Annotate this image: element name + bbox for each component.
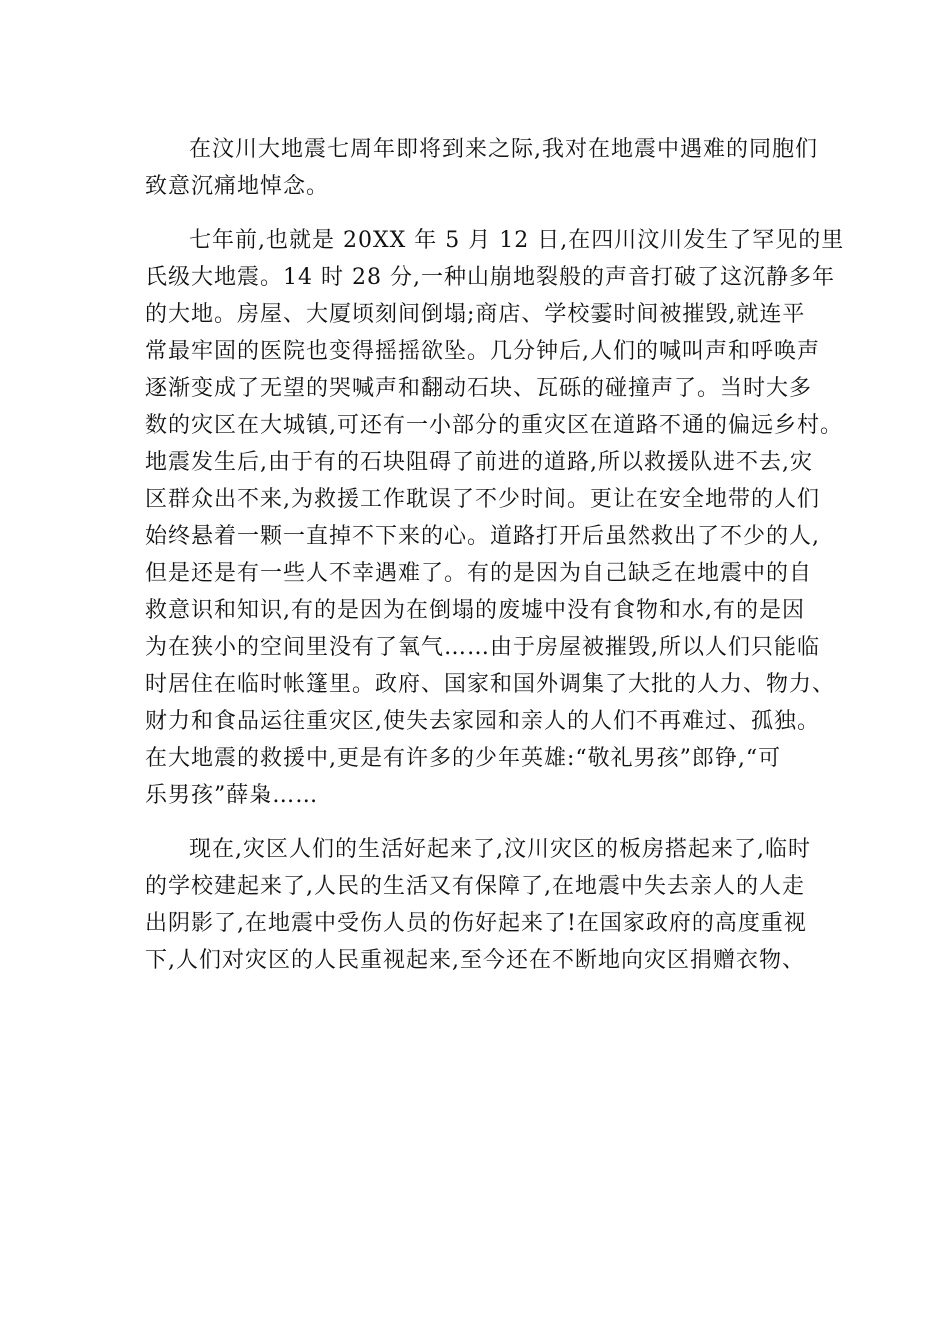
text-line: 七年前,也就是 20XX 年 5 月 12 日,在四川汶川发生了罕见的里 — [189, 228, 845, 253]
text-line: 但是还是有一些人不幸遇难了。有的是因为自己缺乏在地震中的自 — [145, 561, 813, 586]
text-line: 出阴影了,在地震中受伤人员的伤好起来了!在国家政府的高度重视 — [145, 911, 807, 936]
text-line: 的大地。房屋、大厦顷刻间倒塌;商店、学校霎时间被摧毁,就连平 — [145, 302, 806, 327]
text-line: 在大地震的救援中,更是有许多的少年英雄:“敬礼男孩”郎铮,“可 — [145, 746, 782, 771]
text-line: 的学校建起来了,人民的生活又有保障了,在地震中失去亲人的人走 — [145, 874, 805, 899]
text-line: 致意沉痛地悼念。 — [145, 174, 330, 199]
text-line: 救意识和知识,有的是因为在倒塌的废墟中没有食物和水,有的是因 — [145, 598, 805, 623]
text-line: 时居住在临时帐篷里。政府、国家和国外调集了大批的人力、物力、 — [145, 672, 836, 697]
text-line: 逐渐变成了无望的哭喊声和翻动石块、瓦砾的碰撞声了。当时大多 — [145, 376, 813, 401]
document-body — [145, 131, 845, 996]
text-line: 区群众出不来,为救援工作耽误了不少时间。更让在安全地带的人们 — [145, 487, 820, 512]
text-line: 数的灾区在大城镇,可还有一小部分的重灾区在道路不通的偏远乡村。 — [145, 413, 843, 438]
paragraph-2 — [145, 222, 845, 814]
text-line: 始终悬着一颗一直掉不下来的心。道路打开后虽然救出了不少的人, — [145, 524, 820, 549]
text-line: 地震发生后,由于有的石块阻碍了前进的道路,所以救援队进不去,灾 — [145, 450, 813, 475]
paragraph-1 — [145, 131, 825, 205]
text-line: 乐男孩”薛枭…… — [145, 783, 319, 808]
text-line: 现在,灾区人们的生活好起来了,汶川灾区的板房搭起来了,临时 — [189, 837, 811, 862]
text-line: 在汶川大地震七周年即将到来之际,我对在地震中遇难的同胞们 — [189, 137, 818, 162]
paragraph-3 — [145, 831, 825, 979]
text-line: 财力和食品运往重灾区,使失去家园和亲人的人们不再难过、孤独。 — [145, 709, 820, 734]
text-line: 为在狭小的空间里没有了氧气……由于房屋被摧毁,所以人们只能临 — [145, 635, 820, 660]
text-line: 下,人们对灾区的人民重视起来,至今还在不断地向灾区捐赠衣物、 — [145, 948, 805, 973]
text-line: 氏级大地震。14 时 28 分,一种山崩地裂般的声音打破了这沉静多年 — [145, 265, 835, 290]
text-line: 常最牢固的医院也变得摇摇欲坠。几分钟后,人们的喊叫声和呼唤声 — [145, 339, 820, 364]
